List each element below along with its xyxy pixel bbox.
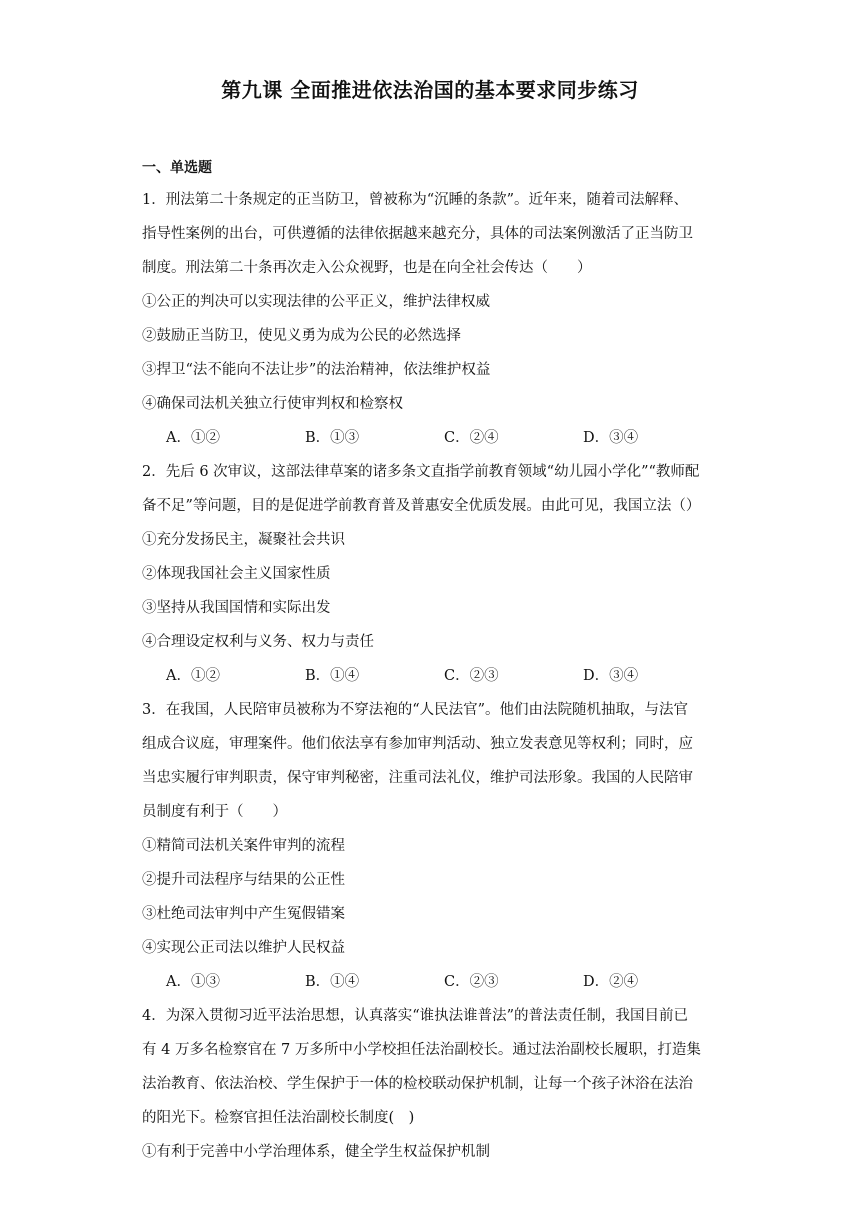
question-text-line: 1．刑法第二十条规定的正当防卫，曾被称为“沉睡的条款”。近年来，随着司法解释、 [142,192,689,208]
option-d[interactable]: D．③④ [583,668,639,684]
statement-item: ②提升司法程序与结果的公正性 [142,872,345,888]
document-title: 第九课 全面推进依法治国的基本要求同步练习 [221,78,639,102]
question-text-line: 3．在我国，人民陪审员被称为不穿法袍的“人民法官”。他们由法院随机抽取，与法官 [142,702,689,718]
question-2 [142,455,722,693]
statement-item: ①精简司法机关案件审判的流程 [142,838,345,854]
statement-item: ④合理设定权利与义务、权力与责任 [142,634,374,650]
option-a[interactable]: A．①② [166,430,220,446]
answer-options [142,965,722,999]
option-d[interactable]: D．③④ [583,430,639,446]
section-heading: 一、单选题 [142,160,212,176]
option-b[interactable]: B．①④ [305,668,360,684]
question-text-line: 的阳光下。检察官担任法治副校长制度( ) [142,1110,415,1126]
option-a[interactable]: A．①③ [166,974,220,990]
question-4 [142,999,722,1169]
question-text-line: 法治教育、依法治校、学生保护于一体的检校联动保护机制，让每一个孩子沐浴在法治 [142,1076,693,1092]
statement-item: ③杜绝司法审判中产生冤假错案 [142,906,345,922]
option-c[interactable]: C．②③ [444,668,499,684]
question-list [142,183,722,1169]
option-d[interactable]: D．②④ [583,974,639,990]
statement-item: ①充分发扬民主，凝聚社会共识 [142,532,345,548]
question-text-line: 有 4 万多名检察官在 7 万多所中小学校担任法治副校长。通过法治副校长履职，打造集 [142,1042,701,1058]
option-b[interactable]: B．①③ [305,430,360,446]
answer-options [142,659,722,693]
statement-item: ①公正的判决可以实现法律的公平正义，维护法律权威 [142,294,490,310]
question-text-line: 当忠实履行审判职责，保守审判秘密，注重司法礼仪，维护司法形象。我国的人民陪审 [142,770,693,786]
statement-item: ③捍卫“法不能向不法让步”的法治精神，依法维护权益 [142,362,491,378]
question-text-line: 4．为深入贯彻习近平法治思想，认真落实“谁执法谁普法”的普法责任制，我国目前已 [142,1008,689,1024]
option-a[interactable]: A．①② [166,668,220,684]
statement-item: ①有利于完善中小学治理体系，健全学生权益保护机制 [142,1144,490,1160]
option-b[interactable]: B．①④ [305,974,360,990]
option-c[interactable]: C．②③ [444,974,499,990]
statement-item: ②鼓励正当防卫，使见义勇为成为公民的必然选择 [142,328,461,344]
question-text-line: 员制度有利于（ ） [142,804,287,820]
statement-item: ③坚持从我国国情和实际出发 [142,600,331,616]
question-text-line: 制度。刑法第二十条再次走入公众视野，也是在向全社会传达（ ） [142,260,592,276]
question-1 [142,183,722,455]
statement-item: ④实现公正司法以维护人民权益 [142,940,345,956]
question-text-line: 组成合议庭，审理案件。他们依法享有参加审判活动、独立发表意见等权利；同时，应 [142,736,693,752]
answer-options [142,421,722,455]
statement-item: ②体现我国社会主义国家性质 [142,566,331,582]
question-text-line: 备不足”等问题，目的是促进学前教育普及普惠安全优质发展。由此可见，我国立法（） [142,498,701,514]
statement-item: ④确保司法机关独立行使审判权和检察权 [142,396,403,412]
question-text-line: 2．先后 6 次审议，这部法律草案的诸多条文直指学前教育领域“幼儿园小学化”“教师配 [142,464,700,480]
question-text-line: 指导性案例的出台，可供遵循的法律依据越来越充分，具体的司法案例激活了正当防卫 [142,226,693,242]
question-3 [142,693,722,999]
option-c[interactable]: C．②④ [444,430,499,446]
